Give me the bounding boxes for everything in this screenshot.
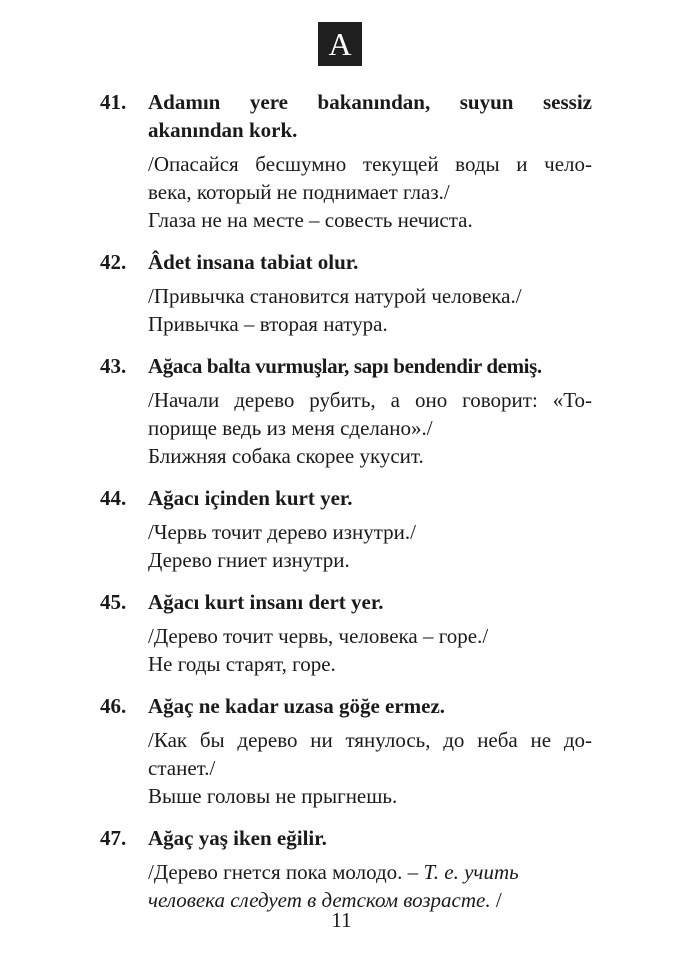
proverb-turkish-text: Ağaca balta vurmuşlar, sapı bendendir demiş. — [148, 354, 542, 378]
proverb-number: 46. — [100, 694, 127, 718]
proverb-translation — [148, 282, 592, 338]
proverb-entry-43 — [100, 352, 592, 470]
proverb-turkish-text: Ağacı kurt insanı dert yer. — [148, 590, 384, 614]
proverb-number: 44. — [100, 486, 127, 510]
equivalent-line: Глаза не на месте – совесть нечиста. — [148, 208, 473, 232]
proverb-translation — [148, 150, 592, 234]
proverb-turkish-text: Âdet insana tabiat olur. — [148, 250, 359, 274]
proverb-entry-44 — [100, 484, 592, 574]
translation-line: /Опасайся бесшумно текущей воды и чело- — [148, 152, 592, 176]
proverb-number: 42. — [100, 250, 127, 274]
proverb-turkish-text: Ağacı içinden kurt yer. — [148, 486, 353, 510]
translation-line: /Как бы дерево ни тянулось, до неба не до- — [148, 728, 592, 752]
translation-text: /Дерево гнется пока молодо. – — [148, 860, 424, 884]
proverb-header — [100, 588, 592, 616]
translation-line: /Привычка становится натурой человека./ — [148, 284, 522, 308]
translation-line — [148, 858, 592, 886]
proverb-turkish-text: Adamın yere bakanından, suyun sessiz akanından kork. — [148, 90, 592, 142]
commentary-text: Т. е. учить — [423, 860, 519, 884]
proverb-number: 41. — [100, 90, 127, 114]
proverb-entry-42 — [100, 248, 592, 338]
equivalent-line: Не годы старят, горе. — [148, 652, 336, 676]
proverb-translation — [148, 726, 592, 810]
proverb-number: 45. — [100, 590, 127, 614]
section-letter-badge: A — [318, 22, 362, 66]
translation-text: / — [490, 888, 502, 912]
proverb-header — [100, 88, 592, 144]
proverb-entry-46 — [100, 692, 592, 810]
proverb-header — [100, 692, 592, 720]
proverb-turkish-text: Ağaç ne kadar uzasa göğe ermez. — [148, 694, 446, 718]
proverb-header — [100, 824, 592, 852]
proverb-turkish-text: Ağaç yaş iken eğilir. — [148, 826, 327, 850]
proverb-translation — [148, 622, 592, 678]
translation-line: века, который не поднимает глаз./ — [148, 180, 450, 204]
translation-line: порище ведь из меня сделано»./ — [148, 416, 433, 440]
translation-line: /Начали дерево рубить, а оно говорит: «То- — [148, 388, 592, 412]
proverb-translation — [148, 518, 592, 574]
equivalent-line: Привычка – вторая натура. — [148, 312, 388, 336]
equivalent-line: Дерево гниет изнутри. — [148, 548, 350, 572]
proverb-number: 43. — [100, 354, 127, 378]
proverb-entry-47 — [100, 824, 592, 914]
translation-line: /Дерево точит червь, человека – горе./ — [148, 624, 489, 648]
proverb-header — [100, 352, 592, 380]
translation-line: станет./ — [148, 756, 216, 780]
proverb-header — [100, 248, 592, 276]
proverb-header — [100, 484, 592, 512]
equivalent-line: Ближняя собака скорее укусит. — [148, 444, 424, 468]
proverb-number: 47. — [100, 826, 127, 850]
page-number: 11 — [331, 908, 352, 932]
equivalent-line: Выше головы не прыгнешь. — [148, 784, 398, 808]
proverb-entry-41 — [100, 88, 592, 234]
commentary-text: человека следует в детском возрасте. — [148, 888, 491, 912]
proverb-entry-45 — [100, 588, 592, 678]
proverb-list — [100, 88, 592, 928]
translation-line: /Червь точит дерево изнутри./ — [148, 520, 417, 544]
proverb-translation — [148, 386, 592, 470]
